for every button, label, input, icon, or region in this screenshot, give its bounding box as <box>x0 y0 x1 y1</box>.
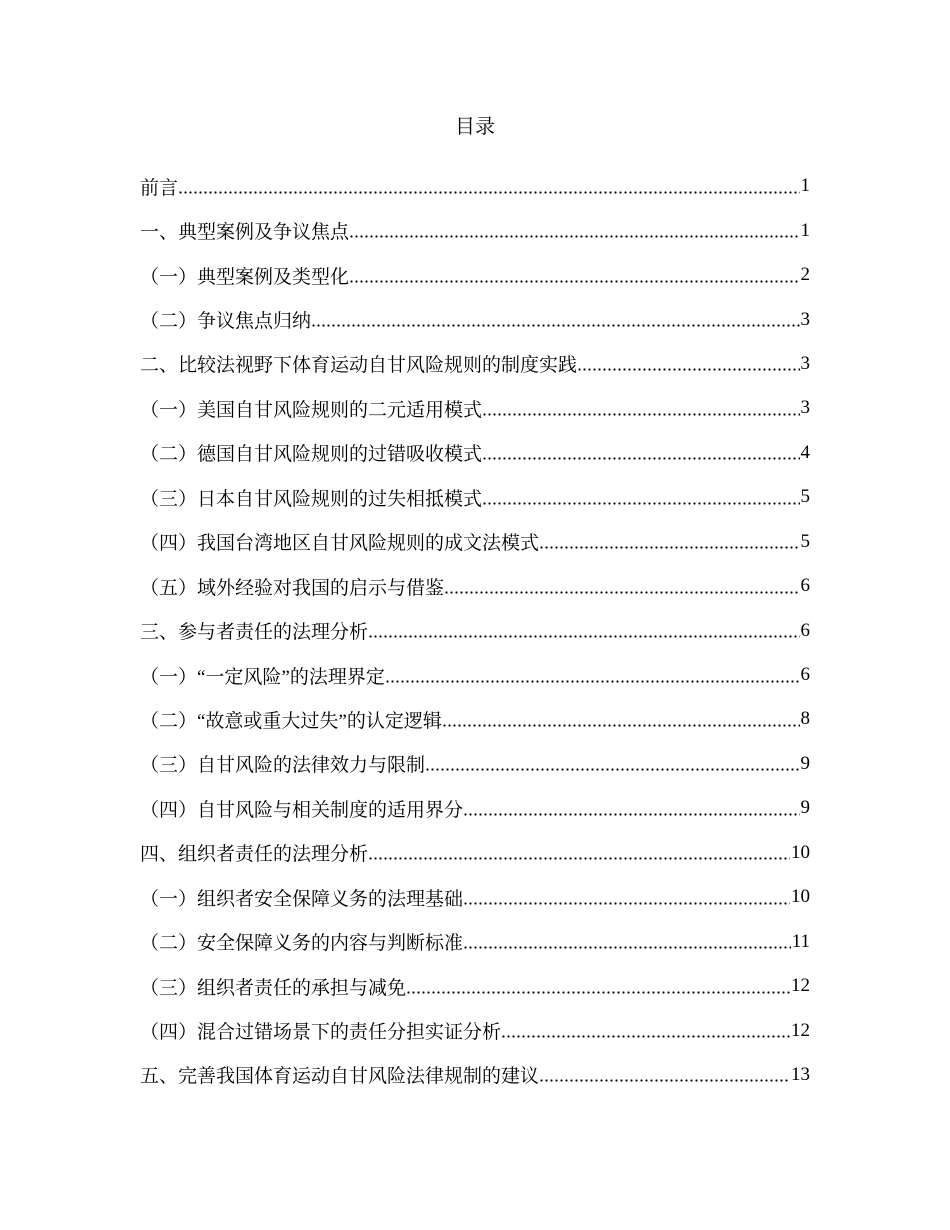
toc-entry-title: （三）日本自甘风险规则的过失相抵模式 <box>140 488 483 510</box>
dot-leader <box>350 235 799 238</box>
toc-entry <box>140 253 810 297</box>
toc-entry-title: （一）组织者安全保障义务的法理基础 <box>140 888 464 910</box>
dot-leader <box>386 680 800 683</box>
dot-leader <box>483 457 799 460</box>
dot-leader <box>426 768 799 771</box>
dot-leader <box>483 502 799 505</box>
toc-entry <box>140 164 810 208</box>
toc-entry-page: 9 <box>800 752 810 774</box>
toc-entry <box>140 608 810 652</box>
toc-entry-title: （四）我国台湾地区自甘风险规则的成文法模式 <box>140 533 540 555</box>
toc-entry <box>140 520 810 564</box>
dot-leader <box>540 546 799 549</box>
toc-entry-title: 三、参与者责任的法理分析 <box>140 622 369 644</box>
toc-entry-title: （一）“一定风险”的法理界定 <box>140 666 385 688</box>
toc-entry <box>140 875 810 919</box>
toc-entry-title: 前言 <box>140 177 179 199</box>
dot-leader <box>179 191 799 194</box>
toc-entry <box>140 342 810 386</box>
toc-entry-page: 3 <box>800 352 810 374</box>
dot-leader <box>540 1079 790 1082</box>
toc-entry-title: 二、比较法视野下体育运动自甘风险规则的制度实践 <box>140 355 578 377</box>
toc-entry <box>140 697 810 741</box>
dot-leader <box>464 946 791 949</box>
toc-entry <box>140 208 810 252</box>
page-title: 目录 <box>455 116 495 138</box>
toc-entry <box>140 831 810 875</box>
toc-entry-page: 8 <box>800 708 810 730</box>
toc-entry-page: 6 <box>800 575 810 597</box>
dot-leader <box>443 724 800 727</box>
toc-entry <box>140 431 810 475</box>
toc-entry-title: （二）德国自甘风险规则的过错吸收模式 <box>140 444 483 466</box>
toc-entry-title: （四）混合过错场景下的责任分担实证分析 <box>140 1022 502 1044</box>
toc-entry-page: 6 <box>800 619 810 641</box>
toc-entry-title: 一、典型案例及争议焦点 <box>140 222 350 244</box>
dot-leader <box>578 368 799 371</box>
dot-leader <box>312 324 799 327</box>
dot-leader <box>464 902 790 905</box>
toc-entry <box>140 386 810 430</box>
dot-leader <box>369 857 790 860</box>
dot-leader <box>369 635 799 638</box>
toc-entry <box>140 1053 810 1097</box>
toc-entry <box>140 297 810 341</box>
dot-leader <box>483 413 799 416</box>
toc-entry-page: 11 <box>791 930 810 952</box>
dot-leader <box>464 813 799 816</box>
toc-entry-page: 5 <box>800 486 810 508</box>
dot-leader <box>407 991 790 994</box>
toc-entry <box>140 786 810 830</box>
dot-leader <box>445 591 799 594</box>
toc-entry-title: （四）自甘风险与相关制度的适用界分 <box>140 799 464 821</box>
toc-entry-page: 10 <box>791 841 810 863</box>
dot-leader <box>350 280 799 283</box>
toc-entry-page: 13 <box>791 1063 810 1085</box>
toc-entry <box>140 1008 810 1052</box>
toc-entry-page: 12 <box>791 975 810 997</box>
toc-entry-title: （五）域外经验对我国的启示与借鉴 <box>140 577 445 599</box>
toc-entry <box>140 653 810 697</box>
toc-entry-page: 1 <box>800 175 810 197</box>
toc-entry-page: 1 <box>800 219 810 241</box>
toc-entry-title: （二）安全保障义务的内容与判断标准 <box>140 933 464 955</box>
toc-entry <box>140 564 810 608</box>
toc-entry-title: 四、组织者责任的法理分析 <box>140 844 369 866</box>
toc-entry-page: 4 <box>800 441 810 463</box>
toc-entry-title: （二）争议焦点归纳 <box>140 311 312 333</box>
toc-entry-page: 10 <box>791 886 810 908</box>
toc-entry-page: 3 <box>800 308 810 330</box>
toc-entry <box>140 919 810 963</box>
toc-entry-title: （三）自甘风险的法律效力与限制 <box>140 755 426 777</box>
toc-entry-title: （二）“故意或重大过失”的认定逻辑 <box>140 710 442 732</box>
toc-entry <box>140 475 810 519</box>
toc-entry-page: 5 <box>800 530 810 552</box>
toc-entry-title: （一）美国自甘风险规则的二元适用模式 <box>140 399 483 421</box>
toc-entry-page: 12 <box>791 1019 810 1041</box>
table-of-contents <box>140 164 810 1097</box>
toc-entry <box>140 742 810 786</box>
dot-leader <box>502 1035 790 1038</box>
toc-entry-title: （三）组织者责任的承担与减免 <box>140 977 407 999</box>
toc-entry <box>140 964 810 1008</box>
toc-entry-page: 6 <box>800 664 810 686</box>
toc-entry-page: 9 <box>800 797 810 819</box>
toc-entry-title: （一）典型案例及类型化 <box>140 266 350 288</box>
toc-entry-title: 五、完善我国体育运动自甘风险法律规制的建议 <box>140 1066 540 1088</box>
toc-entry-page: 3 <box>800 397 810 419</box>
toc-entry-page: 2 <box>800 264 810 286</box>
